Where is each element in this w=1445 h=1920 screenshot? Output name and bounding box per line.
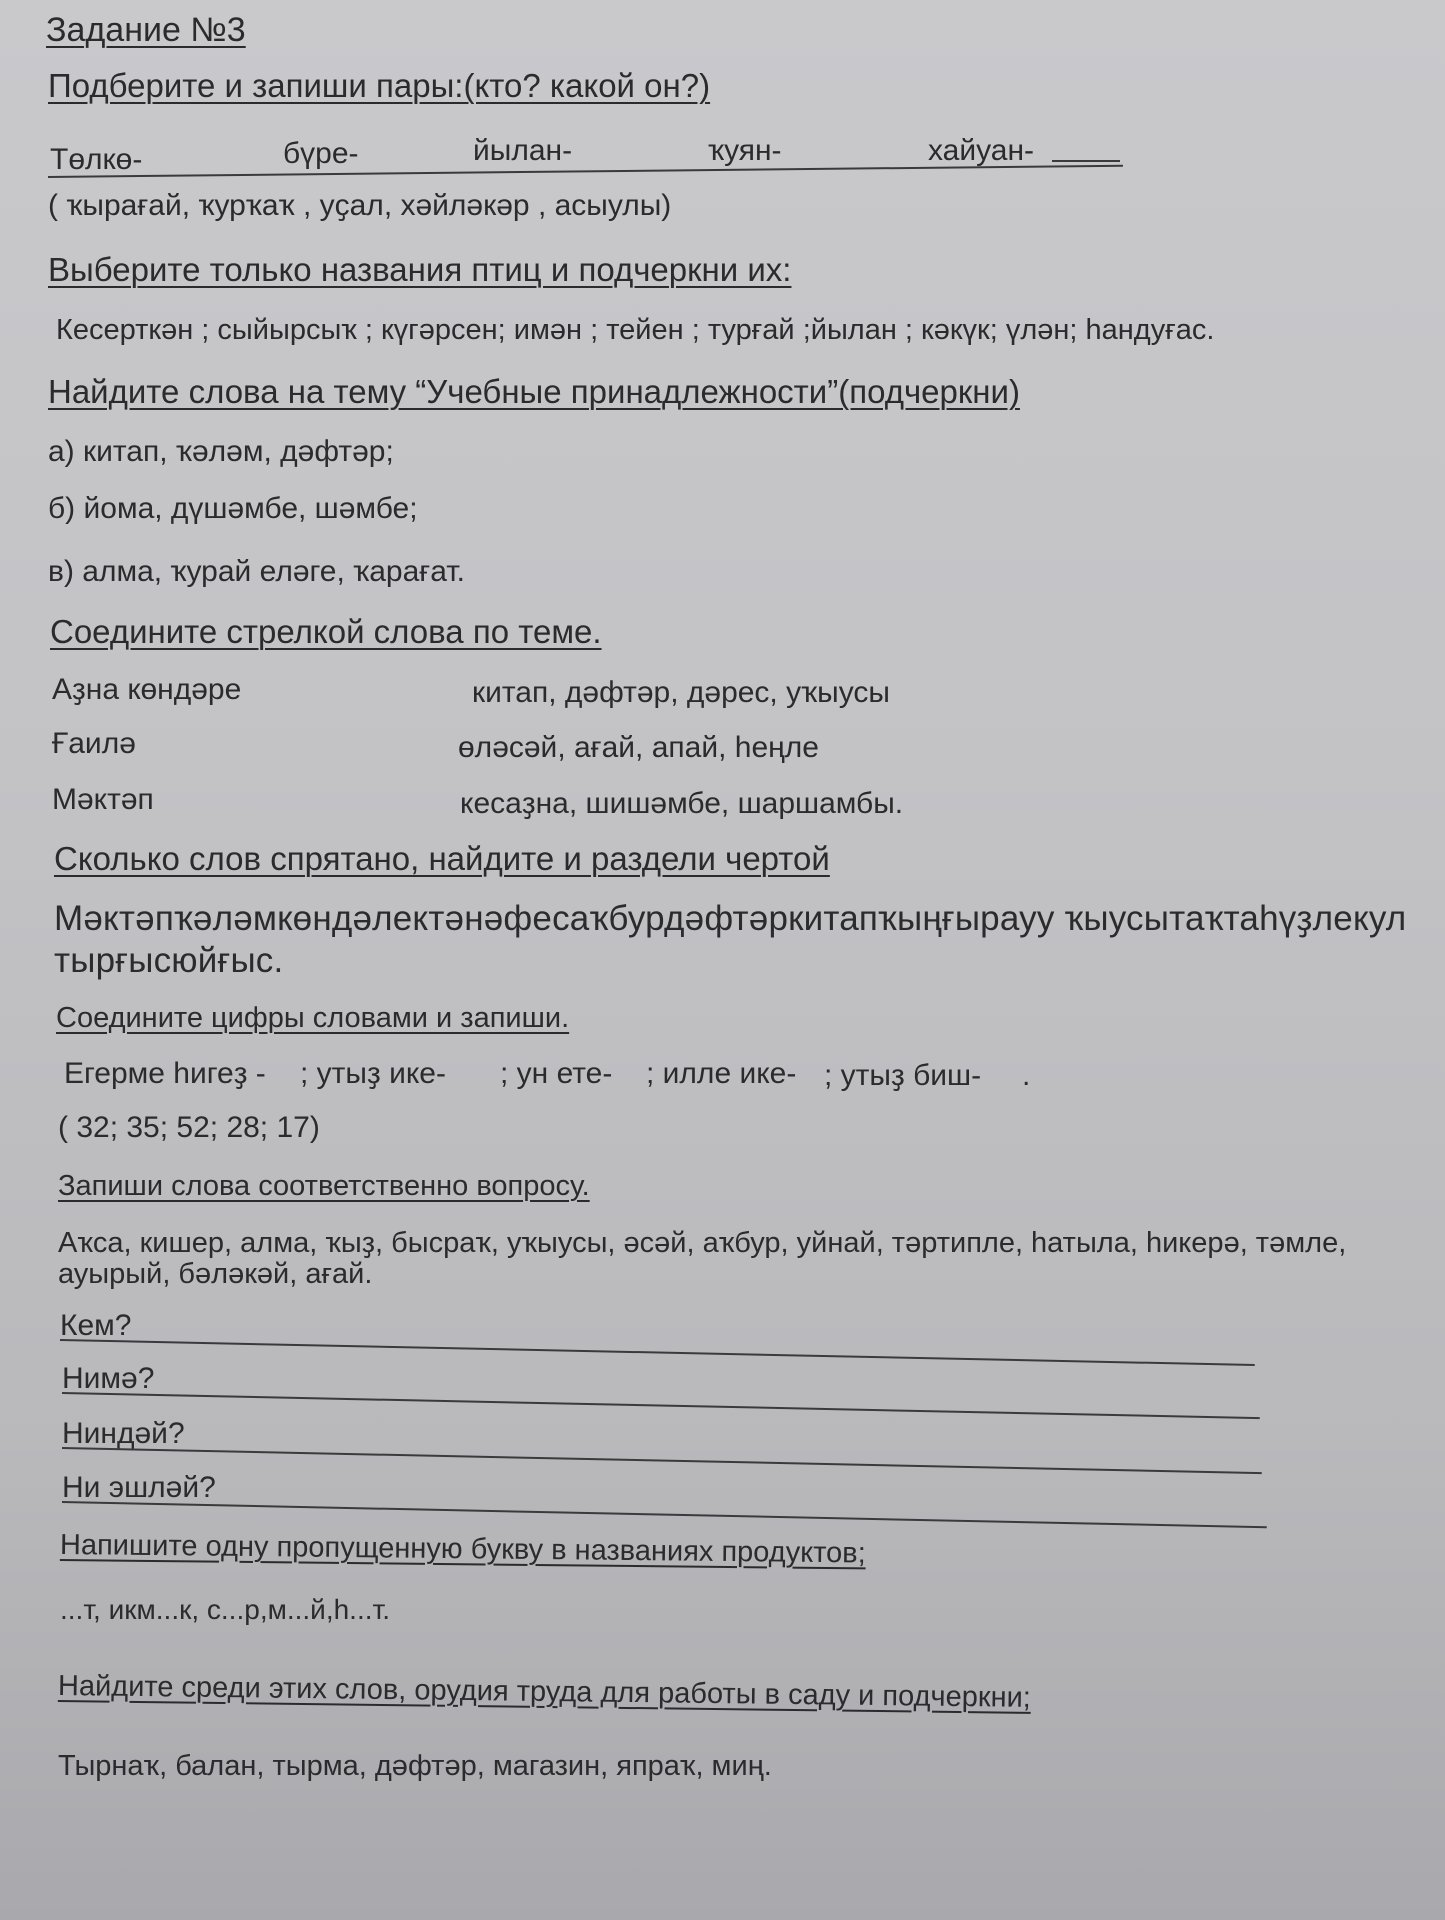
task7-answer-line-3 [62,1447,1262,1474]
task7-question-nindey: Ниндәй? [62,1417,185,1450]
task5-letters-line2: тырғысюйғыс. [54,941,284,980]
task6-item-5: ; утыҙ биш- [824,1059,982,1092]
task1-item-3: йылан- [473,134,573,167]
task2-heading: Выберите только названия птиц и подчеркни их: [48,251,792,288]
task5-letters-line1: Мәктәпҡәләмкөндәлектәнәфесаҡбурдәфтәркитапҡыңғырауу ҡыусытаҡтаһүҙлекул [54,899,1407,938]
task7-question-ni-eshley: Ни эшләй? [62,1471,216,1504]
task1-blank [1052,160,1120,162]
task8-text: ...т, икм...к, с...р,м...й,һ...т. [60,1594,391,1625]
task5-heading: Сколько слов спрятано, найдите и раздели чертой [54,840,830,877]
task7-words-line2: ауырый, бәләкәй, ағай. [58,1258,373,1290]
task1-item-2: бүре- [283,137,359,170]
task4-left-3: Мәктәп [52,783,154,816]
task7-question-kem: Кем? [60,1309,132,1342]
task6-item-2: ; утыҙ ике- [300,1057,446,1090]
task1-item-5: хайуан- [928,134,1035,167]
task7-answer-line-1 [60,1339,1255,1366]
task1-heading: Подберите и запиши пары:(кто? какой он?) [48,67,711,104]
task3-option-a: а) китап, ҡәләм, дәфтәр; [48,435,394,468]
task4-left-1: Аҙна көндәре [52,673,242,706]
task1-answer-line [48,165,1123,178]
task4-right-3: кесаҙна, шишәмбе, шаршамбы. [460,787,904,820]
task6-item-4: ; илле ике- [646,1057,797,1090]
task6-item-1: Егерме һигеҙ - [64,1057,266,1090]
task4-right-2: өләсәй, ағай, апай, һеңле [458,731,819,764]
task3-option-b: б) йома, дүшәмбе, шәмбе; [48,492,418,525]
task6-heading: Соедините цифры словами и запиши. [56,1002,570,1034]
task3-option-c: в) алма, ҡурай еләге, ҡарағат. [48,555,465,588]
task6-numbers: ( 32; 35; 52; 28; 17) [58,1111,320,1144]
task9-words: Тырнаҡ, балан, тырма, дәфтәр, магазин, япраҡ, миң. [58,1750,772,1782]
task7-answer-line-4 [62,1501,1267,1528]
task7-words-line1: Аҡса, кишер, алма, ҡыҙ, бысраҡ, уҡыусы, әсәй, аҡбур, уйнай, тәртипле, һатыла, һикерә, тәмле, [58,1227,1347,1259]
task3-heading: Найдите слова на тему “Учебные принадлежности”(подчеркни) [48,373,1020,410]
task7-question-nime: Нимә? [62,1362,155,1395]
page-title: Задание №3 [46,11,246,49]
task4-left-2: Ғаилә [52,727,136,760]
task1-options: ( ҡырағай, ҡурҡаҡ , уҫал, хәйләкәр , асыулы) [48,189,672,222]
task7-heading: Запиши слова соответственно вопросу. [58,1170,590,1202]
task7-answer-line-2 [62,1392,1260,1419]
task9-heading: Найдите среди этих слов, орудия труда для работы в саду и подчеркни; [57,1670,1032,1714]
task6-item-end: . [1022,1059,1031,1092]
task1-item-1: Төлкө- [50,143,143,176]
task1-item-4: ҡуян- [708,134,782,167]
task2-words: Кесерткән ; сыйырсыҡ ; күгәрсен; имән ; тейен ; турғай ;йылан ; кәкүк; үлән; һандуғас. [56,314,1215,346]
task6-item-3: ; ун ете- [500,1057,613,1090]
task8-heading: Напишите одну пропущенную букву в названиях продуктов; [59,1529,866,1570]
task4-right-1: китап, дәфтәр, дәрес, уҡыусы [472,676,890,709]
task4-heading: Соедините стрелкой слова по теме. [50,613,602,650]
